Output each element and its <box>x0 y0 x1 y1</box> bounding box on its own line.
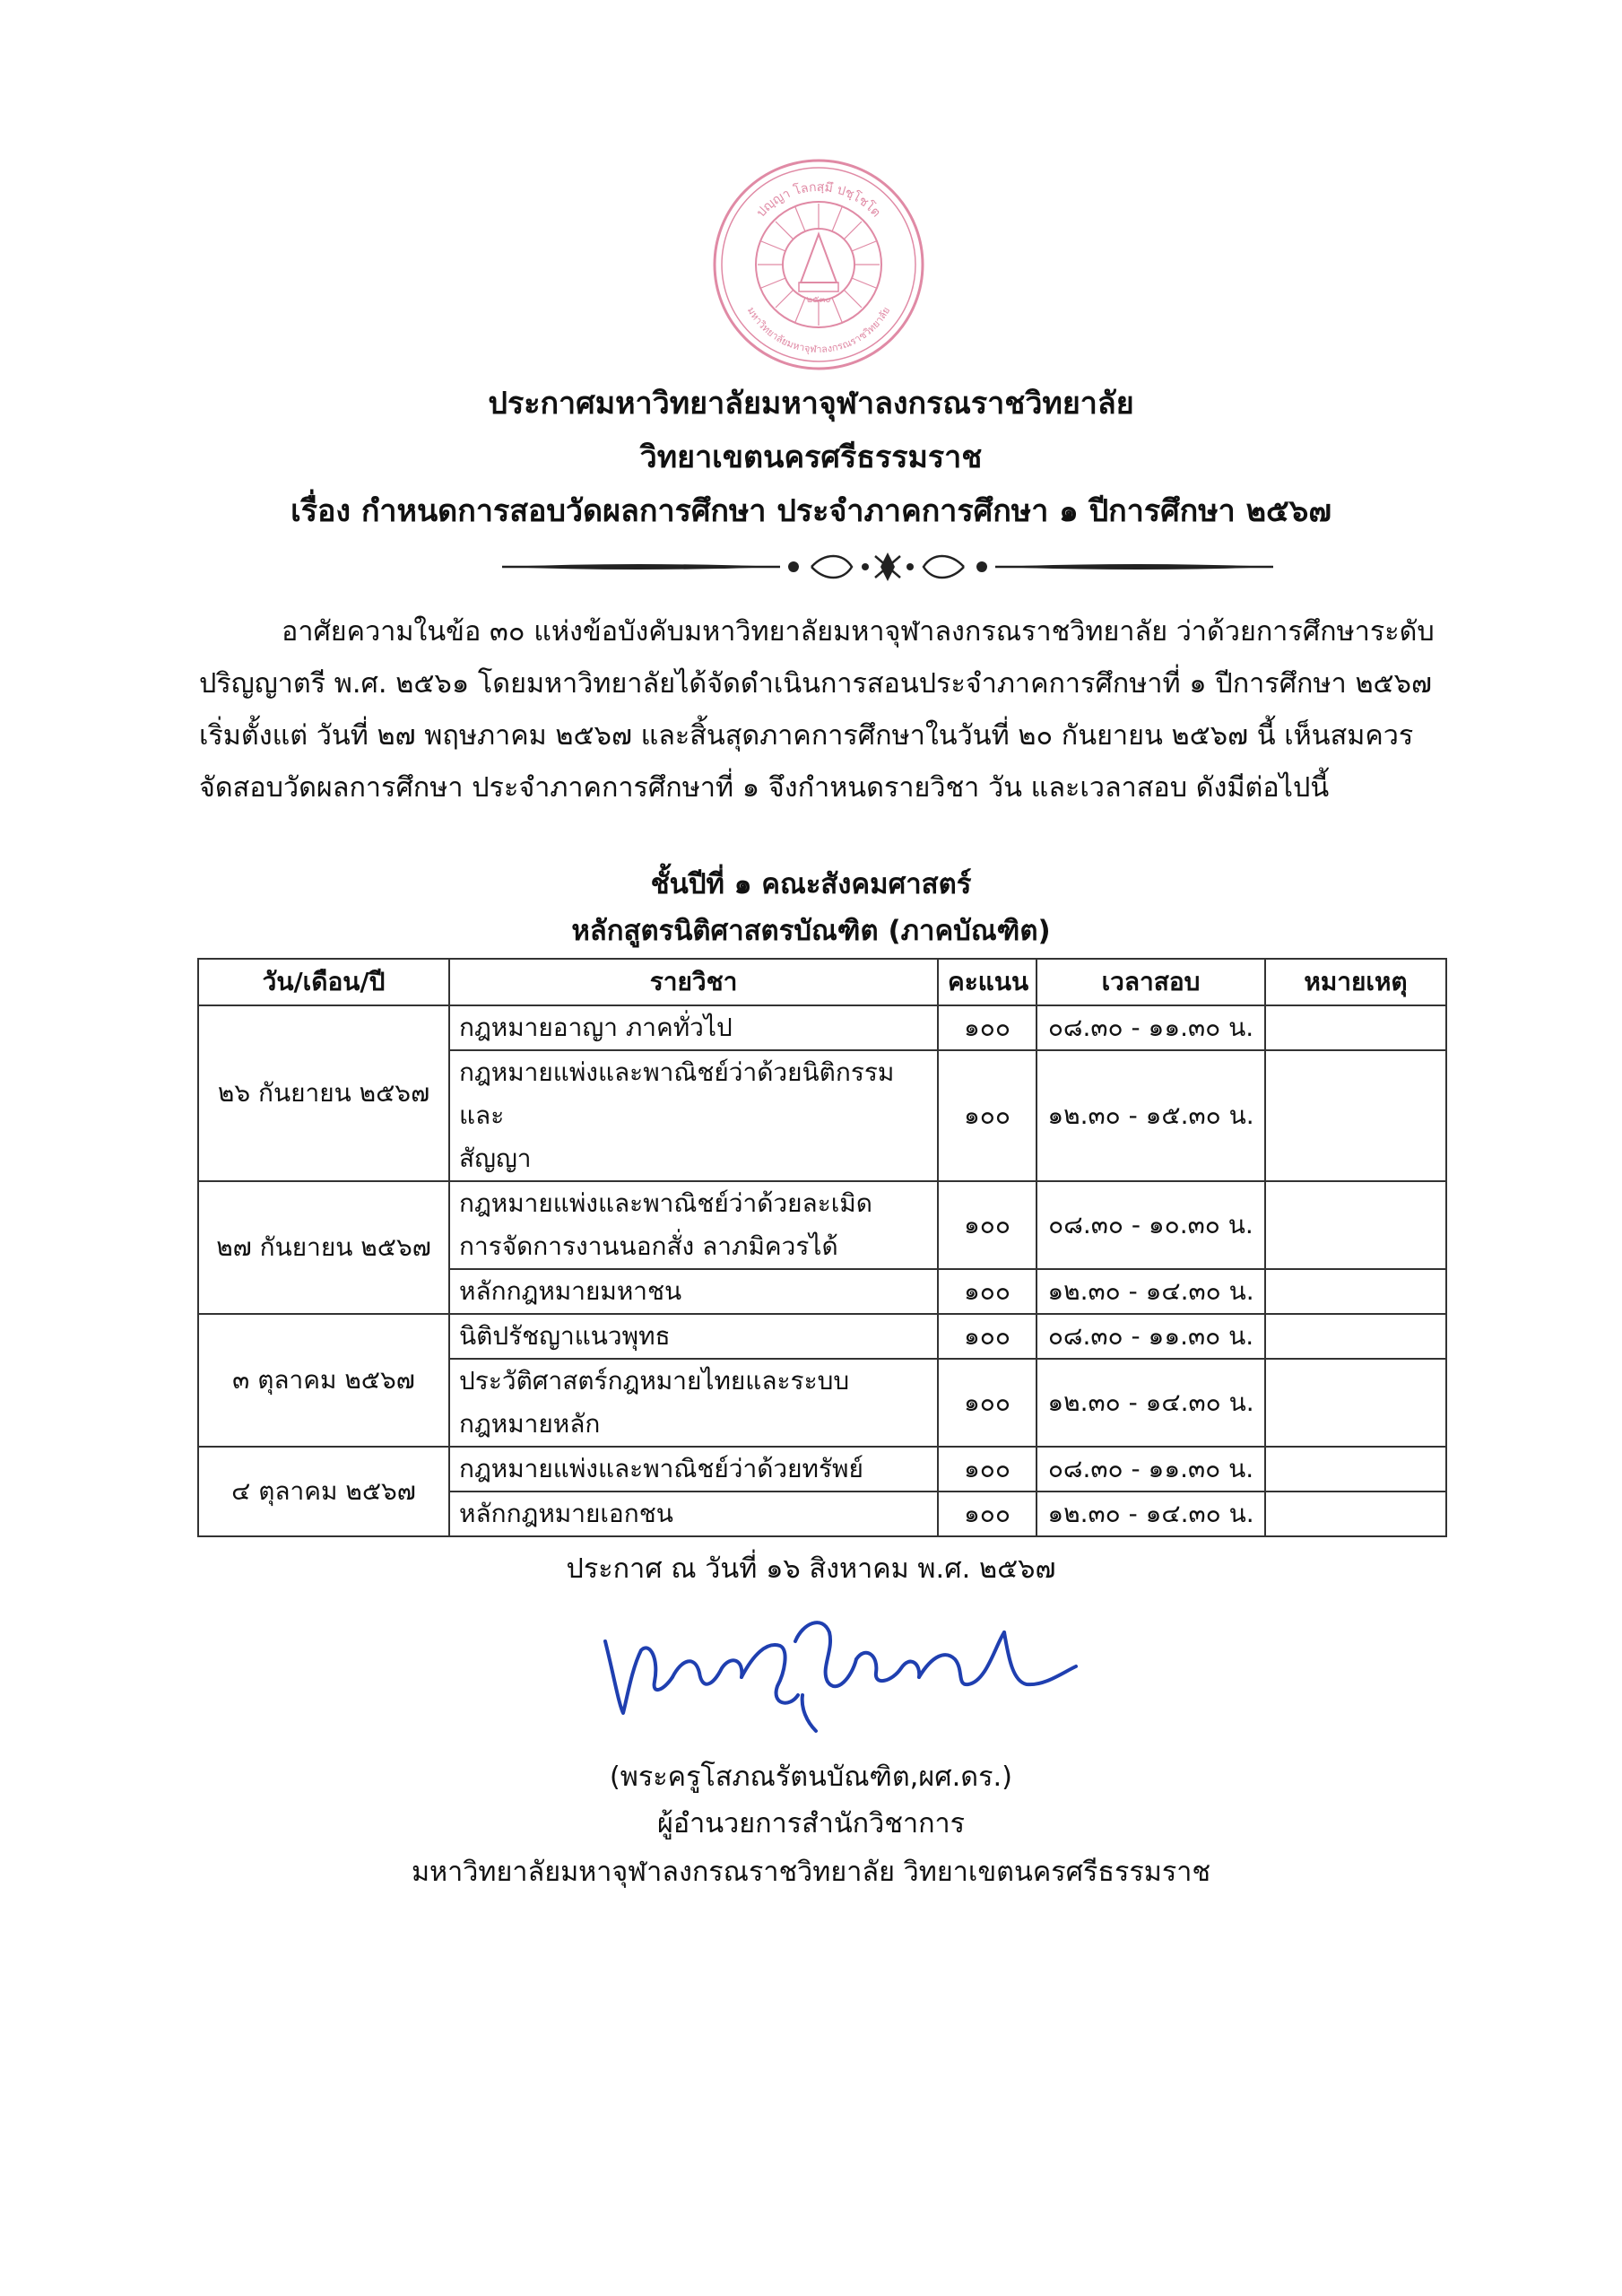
table-row <box>198 1447 1446 1492</box>
subject-cell <box>449 1447 938 1492</box>
subject-line: กฎหมายแพ่งและพาณิชย์ว่าด้วยนิติกรรมและ <box>459 1057 895 1130</box>
subject-line: กฎหมายแพ่งและพาณิชย์ว่าด้วยทรัพย์ <box>459 1454 863 1483</box>
note-cell <box>1265 1050 1446 1181</box>
table-header-row <box>198 959 1446 1005</box>
signer-name: (พระครูโสภณรัตนบัณฑิต,ผศ.ดร.) <box>609 1761 1013 1793</box>
announcement-paragraph <box>199 606 1450 814</box>
subject-line: ประวัติศาสตร์กฎหมายไทยและระบบ <box>459 1366 850 1396</box>
note-cell <box>1265 1314 1446 1359</box>
column-header-time: เวลาสอบ <box>1037 959 1265 1005</box>
note-cell <box>1265 1447 1446 1492</box>
subject-cell <box>449 1314 938 1359</box>
exam-schedule-table <box>197 958 1447 1537</box>
score-cell: ๑๐๐ <box>938 1359 1037 1447</box>
score-cell: ๑๐๐ <box>938 1269 1037 1314</box>
seal-bottom-text: มหาวิทยาลัยมหาจุฬาลงกรณราชวิทยาลัย <box>744 305 893 356</box>
year-faculty-heading: ชั้นปีที่ ๑ คณะสังคมศาสตร์ <box>650 868 972 900</box>
subject-line: กฎหมายแพ่งและพาณิชย์ว่าด้วยละเมิด <box>459 1188 872 1218</box>
score-cell: ๑๐๐ <box>938 1050 1037 1181</box>
signer-position: ผู้อำนวยการสำนักวิชาการ <box>656 1808 966 1839</box>
program-heading: หลักสูตรนิติศาสตรบัณฑิต (ภาคบัณฑิต) <box>571 915 1051 947</box>
note-cell <box>1265 1359 1446 1447</box>
time-cell: ๐๘.๓๐ - ๑๑.๓๐ น. <box>1037 1005 1265 1050</box>
subject-line: กฎหมายหลัก <box>459 1409 601 1439</box>
university-seal <box>711 157 926 372</box>
paragraph-line: ปริญญาตรี พ.ศ. ๒๕๖๑ โดยมหาวิทยาลัยได้จัดดำเนินการสอนประจำภาคการศึกษาที่ ๑ ปีการศึกษา ๒๕๖๗ <box>199 668 1432 700</box>
score-cell: ๑๐๐ <box>938 1314 1037 1359</box>
time-cell: ๑๒.๓๐ - ๑๔.๓๐ น. <box>1037 1359 1265 1447</box>
note-cell <box>1265 1269 1446 1314</box>
score-cell: ๑๐๐ <box>938 1492 1037 1536</box>
score-cell: ๑๐๐ <box>938 1447 1037 1492</box>
subject-line: นิติปรัชญาแนวพุทธ <box>459 1321 671 1351</box>
score-cell: ๑๐๐ <box>938 1005 1037 1050</box>
note-cell <box>1265 1005 1446 1050</box>
note-cell <box>1265 1181 1446 1269</box>
exam-date-cell: ๓ ตุลาคม ๒๕๖๗ <box>198 1314 449 1447</box>
subject-cell <box>449 1492 938 1536</box>
header-title-line2: วิทยาเขตนครศรีธรรมราช <box>639 439 983 475</box>
time-cell: ๐๘.๓๐ - ๑๑.๓๐ น. <box>1037 1314 1265 1359</box>
header-subject-line: เรื่อง กำหนดการสอบวัดผลการศึกษา ประจำภาคการศึกษา ๑ ปีการศึกษา ๒๕๖๗ <box>291 493 1331 529</box>
time-cell: ๑๒.๓๐ - ๑๔.๓๐ น. <box>1037 1492 1265 1536</box>
announcement-date: ประกาศ ณ วันที่ ๑๖ สิงหาคม พ.ศ. ๒๕๖๗ <box>566 1553 1056 1585</box>
table-row <box>198 1005 1446 1050</box>
subject-cell <box>449 1181 938 1269</box>
subject-cell <box>449 1005 938 1050</box>
subject-line: หลักกฎหมายเอกชน <box>459 1499 673 1528</box>
time-cell: ๐๘.๓๐ - ๑๐.๓๐ น. <box>1037 1181 1265 1269</box>
table-row <box>198 1181 1446 1269</box>
ornamental-divider <box>484 547 1291 587</box>
header-title-line1: ประกาศมหาวิทยาลัยมหาจุฬาลงกรณราชวิทยาลัย <box>488 386 1134 422</box>
signer-organization: มหาวิทยาลัยมหาจุฬาลงกรณราชวิทยาลัย วิทยาเขตนครศรีธรรมราช <box>411 1857 1211 1888</box>
paragraph-line: อาศัยความในข้อ ๓๐ แห่งข้อบังคับมหาวิทยาลัยมหาจุฬาลงกรณราชวิทยาลัย ว่าด้วยการศึกษาระดับ <box>282 616 1435 648</box>
table-row <box>198 1314 1446 1359</box>
subject-line: หลักกฎหมายมหาชน <box>459 1276 682 1306</box>
seal-center-text: ๒๕๓๐ <box>806 295 831 305</box>
column-header-note: หมายเหตุ <box>1265 959 1446 1005</box>
seal-top-text: ปญฺญา โลกสฺมึ ปชฺโชโต <box>753 179 884 221</box>
subject-line: การจัดการงานนอกสั่ง ลาภมิควรได้ <box>459 1231 838 1261</box>
column-header-date: วัน/เดือน/ปี <box>198 959 449 1005</box>
paragraph-line: เริ่มตั้งแต่ วันที่ ๒๗ พฤษภาคม ๒๕๖๗ และสิ้นสุดภาคการศึกษาในวันที่ ๒๐ กันยายน ๒๕๖๗ นี้ เห็นสมควร <box>199 720 1414 752</box>
subject-cell <box>449 1269 938 1314</box>
exam-date-cell: ๔ ตุลาคม ๒๕๖๗ <box>198 1447 449 1536</box>
exam-date-cell: ๒๖ กันยายน ๒๕๖๗ <box>198 1005 449 1181</box>
score-cell: ๑๐๐ <box>938 1181 1037 1269</box>
handwritten-signature <box>587 1605 1089 1740</box>
subject-line: กฎหมายอาญา ภาคทั่วไป <box>459 1013 733 1042</box>
time-cell: ๐๘.๓๐ - ๑๑.๓๐ น. <box>1037 1447 1265 1492</box>
paragraph-line: จัดสอบวัดผลการศึกษา ประจำภาคการศึกษาที่ ๑ จึงกำหนดรายวิชา วัน และเวลาสอบ ดังมีต่อไปนี้ <box>199 772 1330 804</box>
column-header-score: คะแนน <box>938 959 1037 1005</box>
subject-cell <box>449 1050 938 1181</box>
note-cell <box>1265 1492 1446 1536</box>
subject-cell <box>449 1359 938 1447</box>
time-cell: ๑๒.๓๐ - ๑๕.๓๐ น. <box>1037 1050 1265 1181</box>
time-cell: ๑๒.๓๐ - ๑๔.๓๐ น. <box>1037 1269 1265 1314</box>
exam-date-cell: ๒๗ กันยายน ๒๕๖๗ <box>198 1181 449 1314</box>
column-header-subject: รายวิชา <box>449 959 938 1005</box>
subject-line: สัญญา <box>459 1144 532 1173</box>
